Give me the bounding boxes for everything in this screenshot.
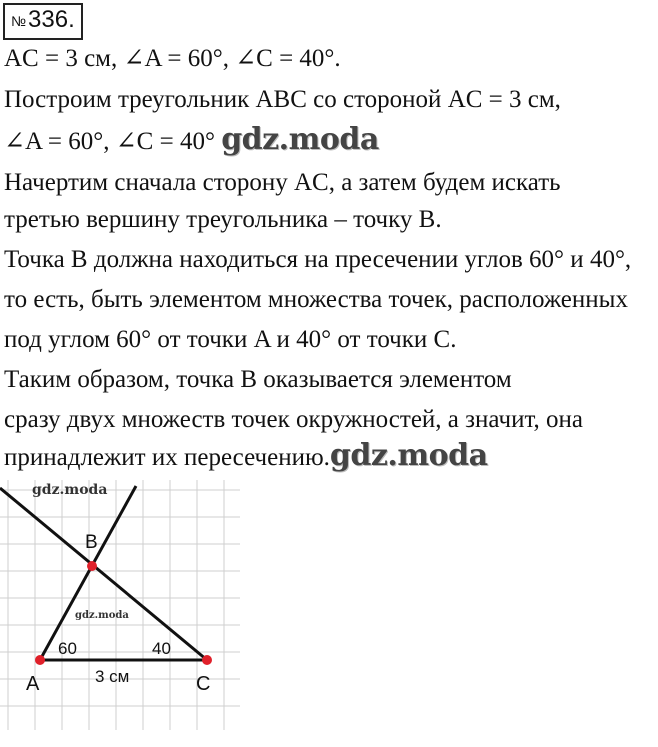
number-sign: № xyxy=(11,12,27,29)
point-c-dot xyxy=(202,655,212,665)
label-side: 3 см xyxy=(95,667,130,686)
text-line-10: сразу двух множеств точек окружностей, а значит, она xyxy=(4,406,583,433)
figure-watermark-top: gdz.moda xyxy=(32,482,108,498)
point-a-dot xyxy=(35,655,45,665)
given-line: AC = 3 см, ∠A = 60°, ∠C = 40°. xyxy=(4,45,341,72)
watermark-1: gdz.moda xyxy=(221,122,379,157)
angles-text: ∠A = 60°, ∠C = 40° xyxy=(4,128,215,155)
problem-number-value: 336. xyxy=(28,6,75,33)
text-line-7: то есть, быть элементом множества точек, расположенных xyxy=(4,286,628,313)
label-angle-a: 60 xyxy=(58,639,77,658)
ray-c xyxy=(0,488,207,660)
text-line-4: Начертим сначала сторону AC, а затем будем искать xyxy=(4,169,561,196)
text-line-5: третью вершину треугольника – точку B. xyxy=(4,206,442,233)
label-b: B xyxy=(85,532,98,553)
text-line-11-text: принадлежит их пересечению. xyxy=(4,444,330,471)
text-line-9: Таким образом, точка B оказывается элементом xyxy=(4,366,512,393)
triangle-figure xyxy=(0,480,258,740)
text-line-6: Точка B должна находиться на пресечении углов 60° и 40°, xyxy=(4,246,632,273)
angles-line xyxy=(4,124,379,158)
problem-number xyxy=(3,3,83,40)
label-angle-c: 40 xyxy=(152,639,171,658)
ray-a xyxy=(40,486,136,660)
text-line-8: под углом 60° от точки A и 40° от точки C. xyxy=(4,326,457,353)
point-b-dot xyxy=(87,561,97,571)
text-line-11 xyxy=(4,440,488,474)
figure-watermark-mid: gdz.moda xyxy=(75,610,129,621)
label-a: A xyxy=(26,673,40,695)
build-line: Построим треугольник ABC со стороной AC = 3 см, xyxy=(4,86,561,113)
watermark-2: gdz.moda xyxy=(329,438,488,473)
label-c: C xyxy=(196,673,211,695)
